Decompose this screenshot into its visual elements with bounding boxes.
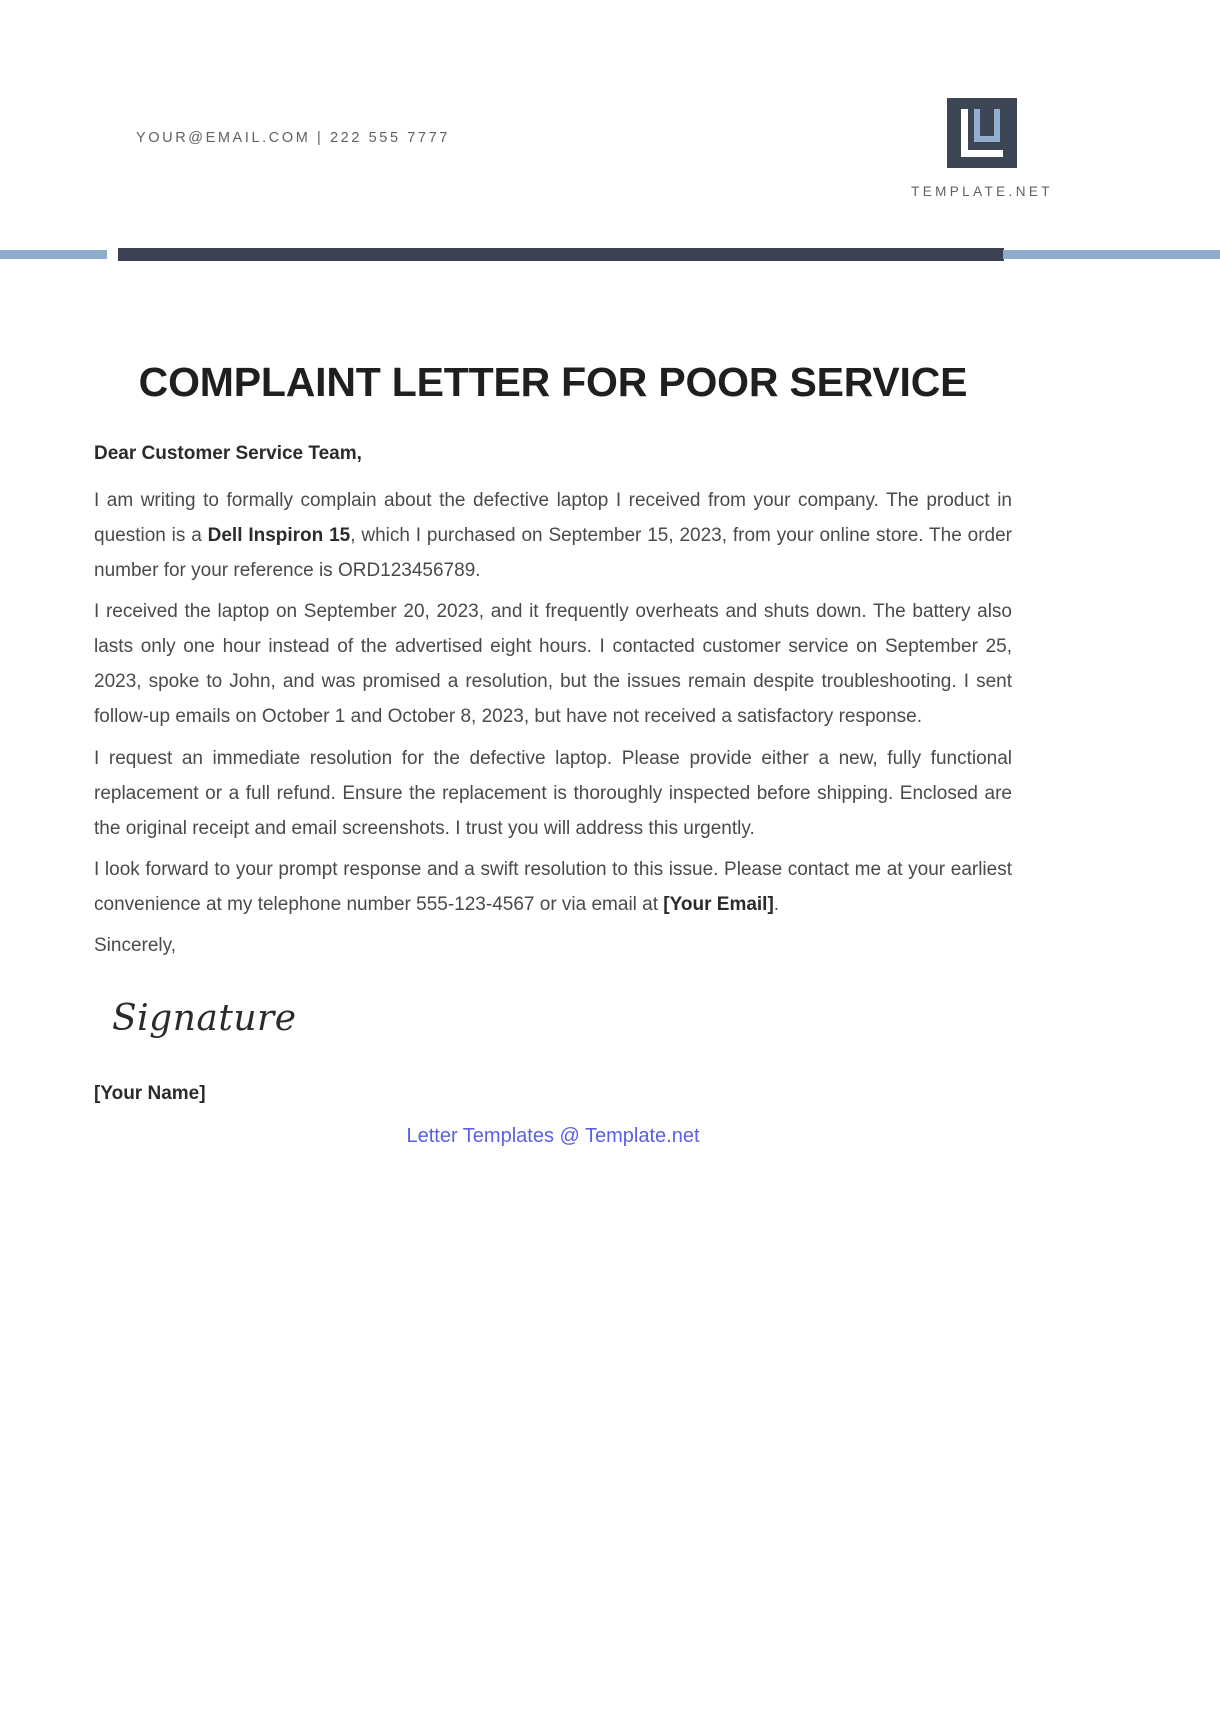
logo-u-shape xyxy=(974,109,1000,142)
letter-paragraph-4 xyxy=(94,852,1012,922)
page-title: COMPLAINT LETTER FOR POOR SERVICE xyxy=(138,359,968,405)
template-net-logo-icon xyxy=(947,98,1017,168)
letter-paragraph-2: I received the laptop on September 20, 2023, and it frequently overheats and shuts down. The battery also lasts only one hour instead of the advertised eight hours. I contacted customer service on September 25, 2023, spoke to John, and was promised a resolution, but the issues remain despite troubleshooting. I sent follow-up emails on October 1 and October 8, 2023, but have not received a satisfactory response. xyxy=(94,600,1012,728)
brand-block xyxy=(882,98,1082,199)
document-header xyxy=(0,0,1220,250)
paragraph-1-text-a: I am writing to formally complain about the defective laptop I received from your company. The product in question is a xyxy=(94,489,1012,546)
header-contact-info: YOUR@EMAIL.COM | 222 555 7777 xyxy=(136,130,450,146)
paragraph-4-text-a: I look forward to your prompt response and a swift resolution to this issue. Please contact me at your earliest convenience at my telephone number 555-123-4567 or via email at xyxy=(94,858,1012,916)
brand-name: TEMPLATE.NET xyxy=(911,184,1053,199)
product-name-bold: Dell Inspiron 15 xyxy=(207,524,351,546)
header-divider xyxy=(0,248,1220,262)
letter-closing: Sincerely, xyxy=(94,935,177,957)
signer-name: [Your Name] xyxy=(94,1083,206,1105)
letter-salutation: Dear Customer Service Team, xyxy=(94,443,362,465)
letter-body xyxy=(94,360,1012,1148)
divider-bar-right xyxy=(1003,250,1220,259)
divider-bar-center xyxy=(118,248,1004,261)
your-email-placeholder-bold: [Your Email] xyxy=(663,894,774,916)
letter-paragraph-1 xyxy=(94,483,1012,588)
signature-image: Signature xyxy=(112,998,297,1040)
paragraph-4-text-b: . xyxy=(773,894,780,916)
footer-template-link[interactable]: Letter Templates @ Template.net xyxy=(406,1125,700,1148)
letter-paragraph-3: I request an immediate resolution for the defective laptop. Please provide either a new, fully functional replacement or a full refund. Ensure the replacement is thoroughly inspected before shipping. Enclosed are the original receipt and email screenshots. I trust you will address this urgently. xyxy=(94,747,1012,839)
divider-bar-left xyxy=(0,250,107,259)
paragraph-1-text-b: , which I purchased on September 15, 2023, from your online store. The order number for your reference is ORD123456789. xyxy=(94,524,1012,581)
